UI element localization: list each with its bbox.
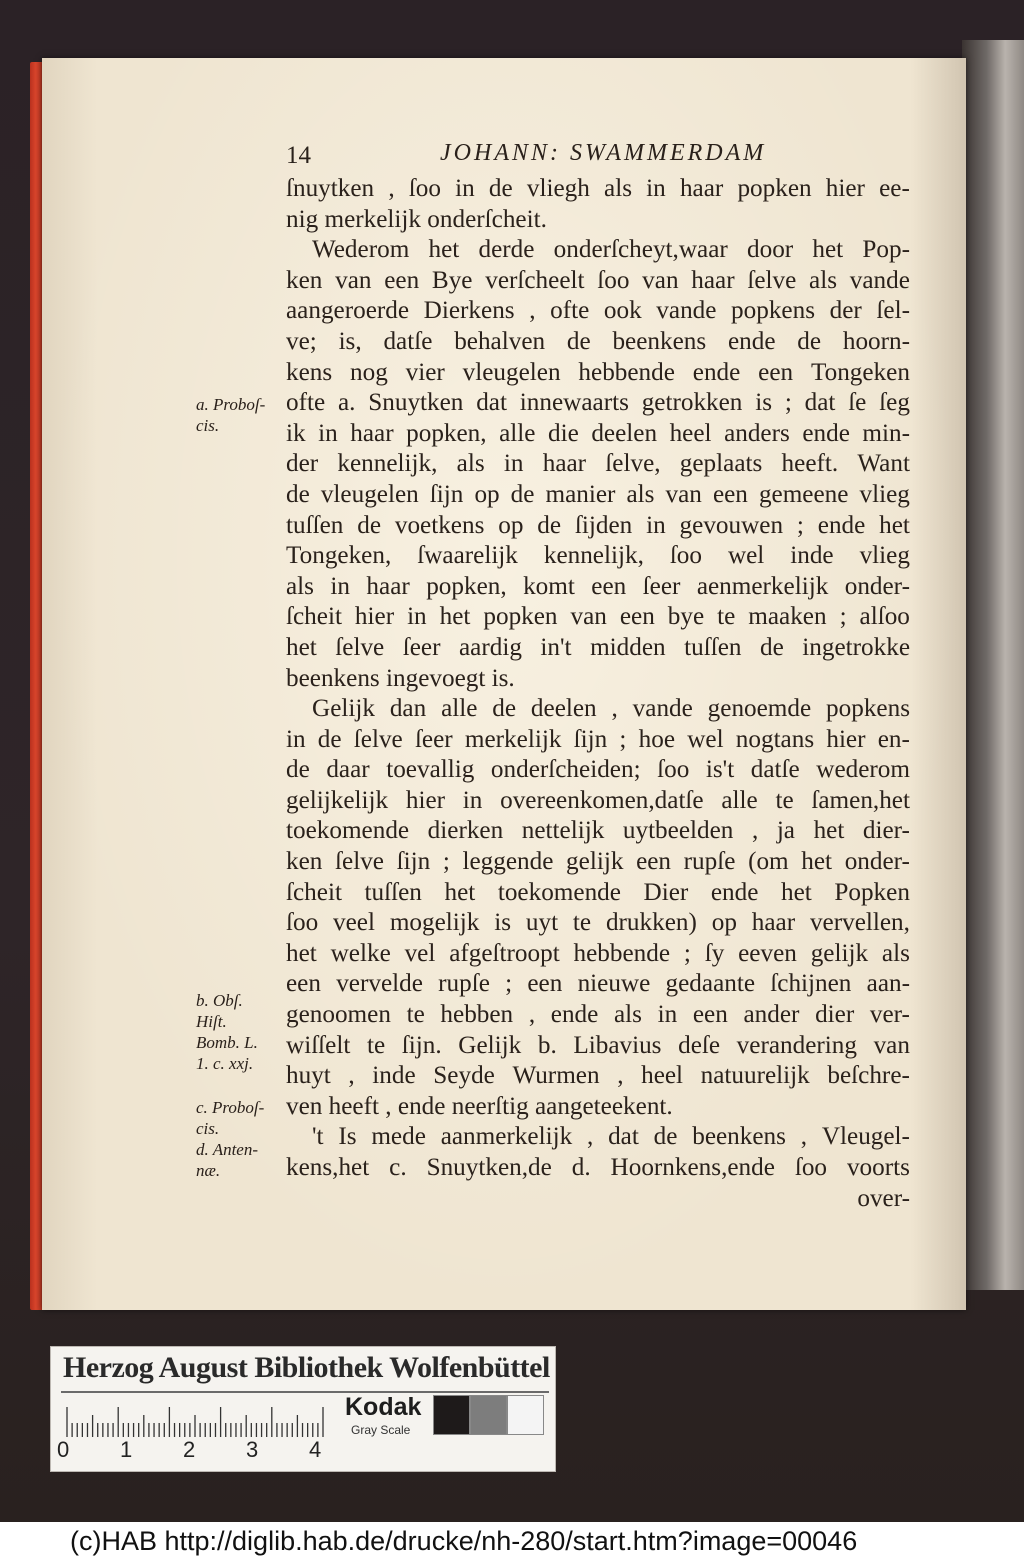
margin-note-line: 1. c. xxj.: [196, 1054, 254, 1073]
text-line: gelijkelijk hier in overeenkomen,datſe alle te ſamen,het: [286, 786, 910, 814]
text-line: 't Is mede aanmerkelijk , dat de beenkens , Vleugel-: [312, 1123, 910, 1151]
ruler-number: 4: [309, 1437, 322, 1462]
margin-note-line: cis.: [196, 1119, 220, 1138]
margin-note-line: b. Obſ.: [196, 991, 243, 1010]
margin-note-line: a. Proboſ-: [196, 395, 266, 414]
margin-note-b: [196, 990, 290, 1074]
kodak-label: Kodak: [345, 1393, 422, 1421]
text-line: wiſſelt te ſijn. Gelijk b. Libavius deſe verandering van: [286, 1031, 910, 1059]
text-line: tuſſen de voetkens op de ſijden in gevouwen ; ende het: [286, 511, 910, 539]
text-line: het welke vel afgeſtroopt hebbende ; ſy eeven gelijk als: [286, 939, 910, 967]
text-line: toekomende dierken nettelijk uytbeelden , ja het dier-: [286, 817, 910, 845]
footer-bar: [0, 1522, 1024, 1564]
gray-swatch: [470, 1395, 507, 1435]
gray-swatch: [507, 1395, 544, 1435]
margin-note-line: d. Anten-: [196, 1140, 259, 1159]
text-line: de vleugelen ſijn op de manier als van een gemeene vlieg: [286, 480, 910, 508]
margin-note-a: [196, 394, 290, 436]
text-line: als in haar popken, komt een ſeer aenmerkelijk onder-: [286, 572, 910, 600]
margin-note-line: Hiſt.: [196, 1012, 227, 1031]
gray-swatch: [433, 1395, 470, 1435]
grayscale-label: Gray Scale: [351, 1423, 411, 1437]
ruler-number: 0: [57, 1437, 70, 1462]
adjacent-page-edge: [962, 40, 1024, 1290]
text-line: ken van een Bye verſcheelt ſoo van haar ſelve als vande: [286, 266, 910, 294]
library-color-strip: [50, 1346, 556, 1472]
text-line: huyt , inde Seyde Wurmen , heel natuurelijk beſchre-: [286, 1062, 910, 1090]
text-line: nig merkelijk onderſcheit.: [286, 205, 547, 233]
text-line: genoomen te hebben , ende als in een ander dier ver-: [286, 1001, 910, 1029]
text-line: ik in haar popken, alle die deelen heel anders ende min-: [286, 419, 910, 447]
margin-note-line: cis.: [196, 416, 220, 435]
margin-note-line: næ.: [196, 1161, 221, 1180]
ruler-number: 3: [246, 1437, 259, 1462]
ruler-scale: [65, 1407, 325, 1437]
text-line: beenkens ingevoegt is.: [286, 664, 515, 692]
text-line: der kennelijk, als in haar ſelve, geplaats heeft. Want: [286, 450, 910, 478]
text-line: ſoo veel mogelijk is uyt te drukken) op haar vervellen,: [286, 909, 910, 937]
text-line: het ſelve ſeer aardig in't midden tuſſen de ingetrokke: [286, 633, 910, 661]
text-line: Wederom het derde onderſcheyt,waar door het Pop-: [312, 236, 910, 264]
text-line: ſcheit tuſſen het toekomende Dier ende het Popken: [286, 878, 910, 906]
margin-note-line: c. Proboſ-: [196, 1098, 265, 1117]
gray-scale-swatches: [433, 1395, 545, 1435]
text-line: ve; is, datſe behalven de beenkens ende de hoorn-: [286, 327, 910, 355]
text-line: Gelijk dan alle de deelen , vande genoemde popkens: [312, 695, 910, 723]
text-line: de daar toevallig onderſcheiden; ſoo is't datſe wederom: [286, 756, 910, 784]
text-line: Tongeken, ſwaarelijk kennelijk, ſoo wel inde vlieg: [286, 542, 910, 570]
text-line: ken ſelve ſijn ; leggende gelijk een rupſe (om het onder-: [286, 848, 910, 876]
text-line: aangeroerde Dierkens , ofte ook vande popkens der ſel-: [286, 297, 910, 325]
running-head: [286, 140, 908, 174]
text-line: ven heeft , ende neerſtig aangeteekent.: [286, 1092, 673, 1120]
library-name: Herzog August Bibliothek Wolfenbüttel: [63, 1351, 550, 1384]
text-line: kens nog vier vleugelen hebbende ende een Tongeken: [286, 358, 910, 386]
page-number: 14: [286, 142, 311, 169]
running-head-title: JOHANN: SWAMMERDAM: [440, 140, 767, 166]
body-text: [286, 174, 910, 1214]
text-line: ſcheit hier in het popken van een bye te maaken ; alſoo: [286, 603, 910, 631]
ruler-number: 1: [120, 1437, 133, 1462]
margin-note-c: [196, 1097, 290, 1181]
text-line: in de ſelve ſeer merkelijk ſijn ; hoe wel nogtans hier en-: [286, 725, 910, 753]
text-line: kens,het c. Snuytken,de d. Hoornkens,ende ſoo voorts: [286, 1154, 910, 1181]
footer-credit: (c)HAB http://diglib.hab.de/drucke/nh-280/start.htm?image=00046: [70, 1526, 858, 1556]
margin-note-line: Bomb. L.: [196, 1033, 258, 1052]
text-line: ſnuytken , ſoo in de vliegh als in haar popken hier ee-: [286, 175, 910, 202]
strip-divider: [61, 1391, 549, 1393]
ruler-number: 2: [183, 1437, 196, 1462]
ruler-numbers: [57, 1437, 337, 1463]
text-line: ofte a. Snuytken dat innewaarts getrokken is ; dat ſe ſeg: [286, 389, 910, 417]
text-line: over-: [857, 1184, 910, 1212]
text-line: een vervelde rupſe ; een nieuwe gedaante ſchijnen aan-: [286, 970, 910, 998]
